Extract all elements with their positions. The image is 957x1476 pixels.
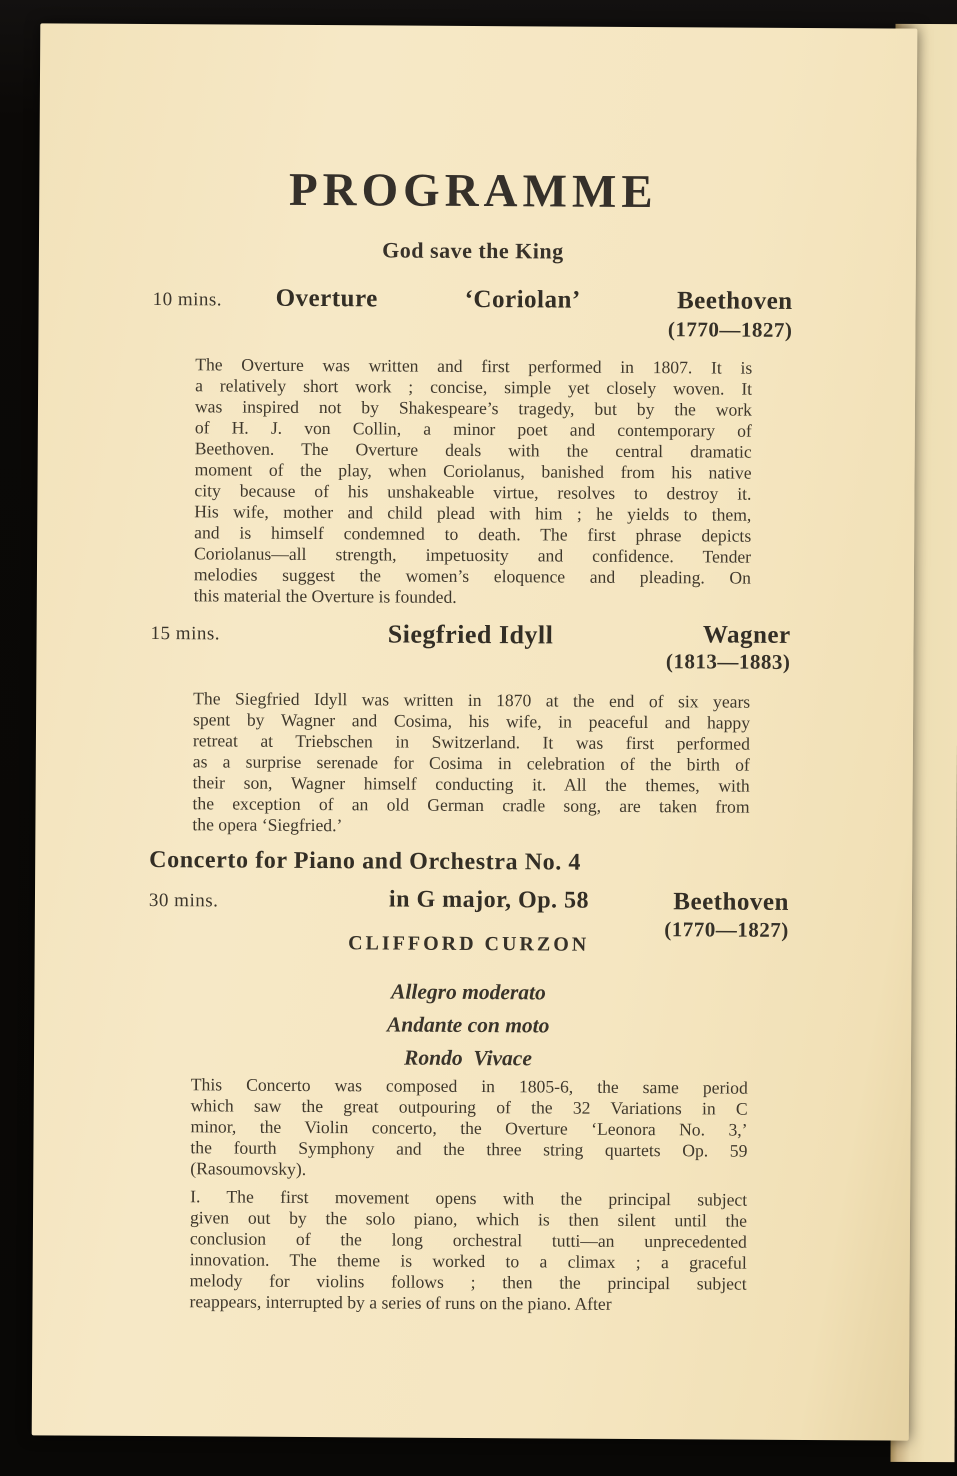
page-title: PROGRAMME [288,163,658,219]
piece3-programme-note [190,1074,748,1182]
piece1-duration: 10 mins. [152,289,223,311]
text-line: spent by Wagner and Cosima, his wife, in peaceful and happy [193,709,751,733]
text-line: This Concerto was composed in 1805-6, the same period [190,1074,748,1098]
text-line: (Rasoumovsky). [190,1158,307,1179]
text-line: I. The first movement opens with the principal subject [190,1186,748,1210]
text-line: the opera ‘Siegfried.’ [192,814,343,836]
piece2-composer: Wagner [702,621,791,649]
text-line: conclusion of the long orchestral tutti—an unprecedented [189,1228,747,1252]
text-line: which saw the great outpouring of the 32 Variations in C [190,1095,748,1119]
anthem-line: God save the King [382,237,564,264]
piece3-key-line: in G major, Op. 58 [388,886,590,914]
text-line: reappears, interrupted by a series of runs on the piano. After [189,1291,612,1314]
piece3-movement-note [189,1186,747,1315]
piece3-movement-list [148,974,789,1077]
text-line: of H. J. von Collin, a minor poet and contemporary of [194,417,752,441]
text-line: The Siegfried Idyll was written in 1870 at the end of six years [193,688,751,712]
text-line: their son, Wagner himself conducting it. All the themes, with [192,772,750,796]
text-line: Beethoven. The Overture deals with the central dramatic [194,438,752,462]
text-line: the fourth Symphony and the three string quartets Op. 59 [190,1137,748,1161]
text-line: moment of the play, when Coriolanus, banished from his native [194,459,752,483]
text-line: minor, the Violin concerto, the Overture ‘Leonora No. 3,’ [190,1116,748,1140]
piece1-programme-note [194,354,753,609]
text-line: a relatively short work ; concise, simple yet closely woven. It [195,375,753,399]
piece2-composer-dates: (1813—1883) [665,649,791,674]
text-line: and is himself condemned to death. The first phrase depicts [194,522,752,546]
piece3-composer-dates: (1770—1827) [664,917,789,942]
text-line: as a surprise serenade for Cosima in celebration of the birth of [192,751,750,775]
text-line: His wife, mother and child plead with him ; he yields to them, [194,501,752,525]
text-line: melody for violins follows ; then the principal subject [189,1270,747,1294]
text-line: city because of his unshakeable virtue, resolves to destroy it. [194,480,752,504]
piece2-duration: 15 mins. [150,623,221,645]
piece1-work-title: ‘Coriolan’ [464,285,581,314]
text-line: innovation. The theme is worked to a climax ; a graceful [189,1249,747,1273]
programme-page [32,23,918,1440]
text-line: Andante con moto [386,1012,550,1038]
text-line: Allegro moderato [390,979,546,1005]
piece3-soloist-name: CLIFFORD CURZON [348,932,590,956]
text-line: Rondo Vivace [404,1045,532,1071]
text-line: given out by the solo piano, which is then silent until the [189,1207,748,1231]
piece1-composer: Beethoven [676,287,793,315]
text-line: the exception of an old German cradle song, are taken from [192,793,750,817]
text-line: retreat at Triebschen in Switzerland. It was first performed [192,730,750,754]
text-line: melodies suggest the women’s eloquence and pleading. On [193,564,752,588]
piece2-programme-note [192,688,750,838]
piece3-composer: Beethoven [673,888,790,916]
text-line: Coriolanus—all strength, impetuosity and confidence. Tender [194,543,752,567]
piece3-work-heading: Concerto for Piano and Orchestra No. 4 [149,847,582,876]
text-line: this material the Overture is founded. [193,585,457,607]
piece2-work-title: Siegfried Idyll [387,619,554,650]
piece1-composer-dates: (1770—1827) [667,317,793,342]
piece3-duration: 30 mins. [148,890,219,912]
text-line: was inspired not by Shakespeare’s tragedy, but by the work [194,396,753,420]
text-line: The Overture was written and first performed in 1807. It is [195,354,753,378]
piece1-work-label: Overture [275,284,378,313]
